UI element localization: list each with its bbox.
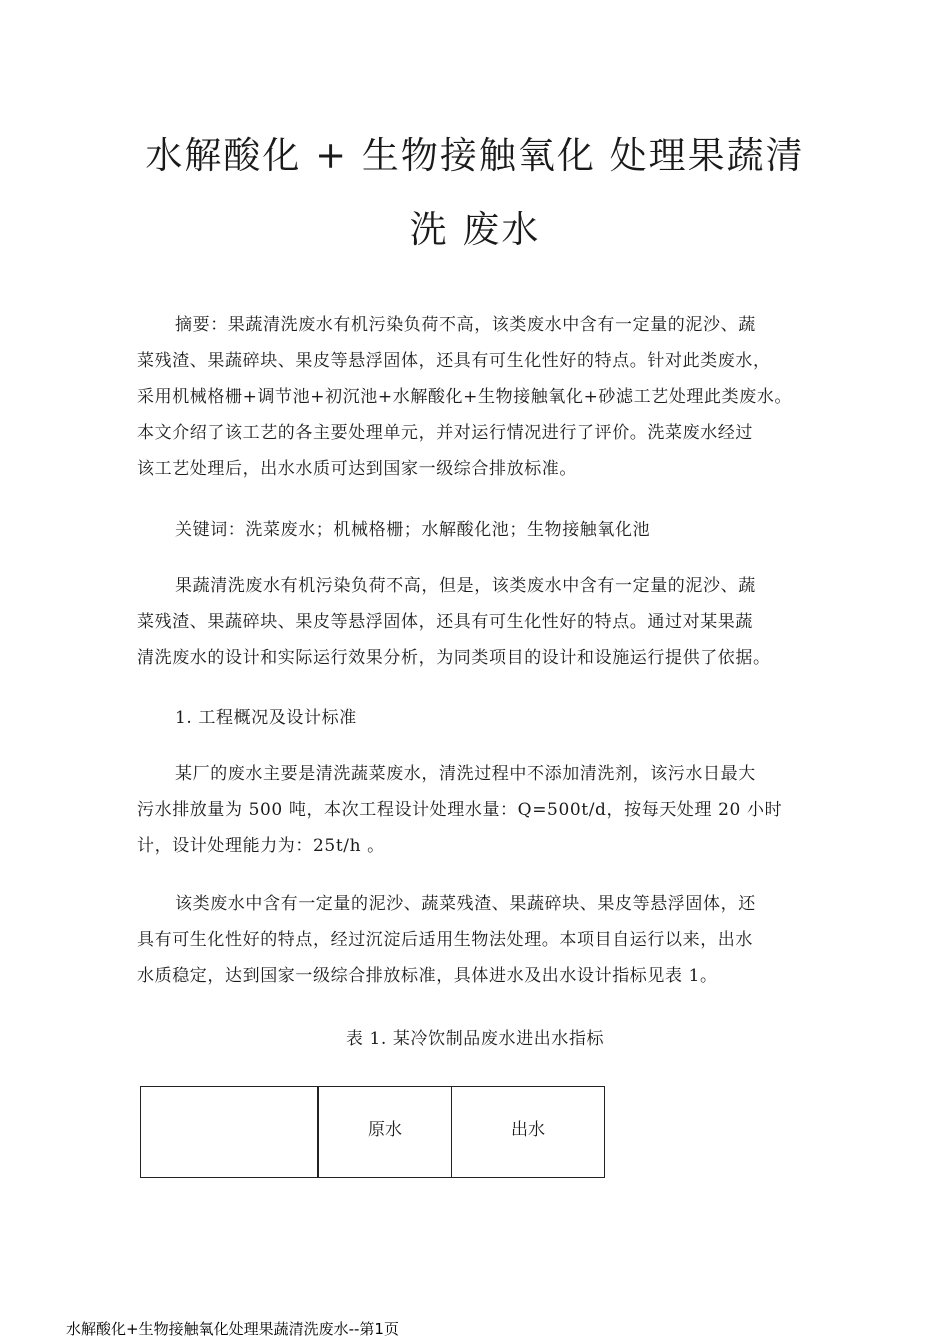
section-1-heading bbox=[137, 700, 827, 736]
intro-line: 菜残渣、果蔬碎块、果皮等悬浮固体，还具有可生化性好的特点。通过对某果蔬 bbox=[137, 612, 753, 632]
abstract-line: 本文介绍了该工艺的各主要处理单元，并对运行情况进行了评价。洗菜废水经过 bbox=[137, 423, 753, 443]
paragraph-line: 该类废水中含有一定量的泥沙、蔬菜残渣、果蔬碎块、果皮等悬浮固体，还 bbox=[175, 894, 756, 914]
section-1-paragraph-2 bbox=[137, 886, 827, 994]
paragraph-line: 水质稳定，达到国家一级综合排放标准，具体进水及出水设计指标见表 1。 bbox=[137, 966, 718, 986]
table-header-label: 出水 bbox=[511, 1120, 545, 1140]
abstract-line: 该工艺处理后，出水水质可达到国家一级综合排放标准。 bbox=[137, 459, 577, 479]
table-header-label: 原水 bbox=[368, 1120, 402, 1140]
keywords-paragraph bbox=[137, 512, 827, 548]
intro-paragraph bbox=[137, 568, 827, 676]
table-header-cell-raw-water bbox=[318, 1086, 452, 1178]
page-footer: 水解酸化+生物接触氧化处理果蔬清洗废水--第1页 bbox=[66, 1320, 399, 1338]
paragraph-line: 某厂的废水主要是清洗蔬菜废水，清洗过程中不添加清洗剂，该污水日最大 bbox=[175, 764, 756, 784]
abstract-line: 摘要：果蔬清洗废水有机污染负荷不高，该类废水中含有一定量的泥沙、蔬 bbox=[175, 315, 756, 335]
abstract-paragraph bbox=[137, 307, 827, 487]
paragraph-line: 计，设计处理能力为：25t/h 。 bbox=[137, 836, 385, 856]
paragraph-line: 污水排放量为 500 吨，本次工程设计处理水量：Q=500t/d，按每天处理 20 小时 bbox=[137, 800, 783, 820]
paragraph-line: 具有可生化性好的特点，经过沉淀后适用生物法处理。本项目自运行以来，出水 bbox=[137, 930, 753, 950]
intro-line: 果蔬清洗废水有机污染负荷不高，但是，该类废水中含有一定量的泥沙、蔬 bbox=[175, 576, 756, 596]
table-header-cell-empty bbox=[140, 1086, 318, 1178]
abstract-line: 采用机械格栅+调节池+初沉池+水解酸化+生物接触氧化+砂滤工艺处理此类废水。 bbox=[137, 387, 793, 407]
document-title-line-1: 水解酸化 + 生物接触氧化 处理果蔬清 bbox=[145, 134, 805, 177]
document-title-line-2: 洗 废水 bbox=[409, 208, 541, 251]
section-1-paragraph-1 bbox=[137, 756, 827, 864]
abstract-line: 菜残渣、果蔬碎块、果皮等悬浮固体，还具有可生化性好的特点。针对此类废水， bbox=[137, 351, 771, 371]
table-header-cell-effluent bbox=[451, 1086, 605, 1178]
table-caption: 表 1. 某冷饮制品废水进出水指标 bbox=[345, 1029, 605, 1049]
section-heading-text: 1. 工程概况及设计标准 bbox=[175, 708, 357, 728]
intro-line: 清洗废水的设计和实际运行效果分析，为同类项目的设计和设施运行提供了依据。 bbox=[137, 648, 771, 668]
keywords-line: 关键词：洗菜废水；机械格栅；水解酸化池；生物接触氧化池 bbox=[175, 520, 651, 540]
